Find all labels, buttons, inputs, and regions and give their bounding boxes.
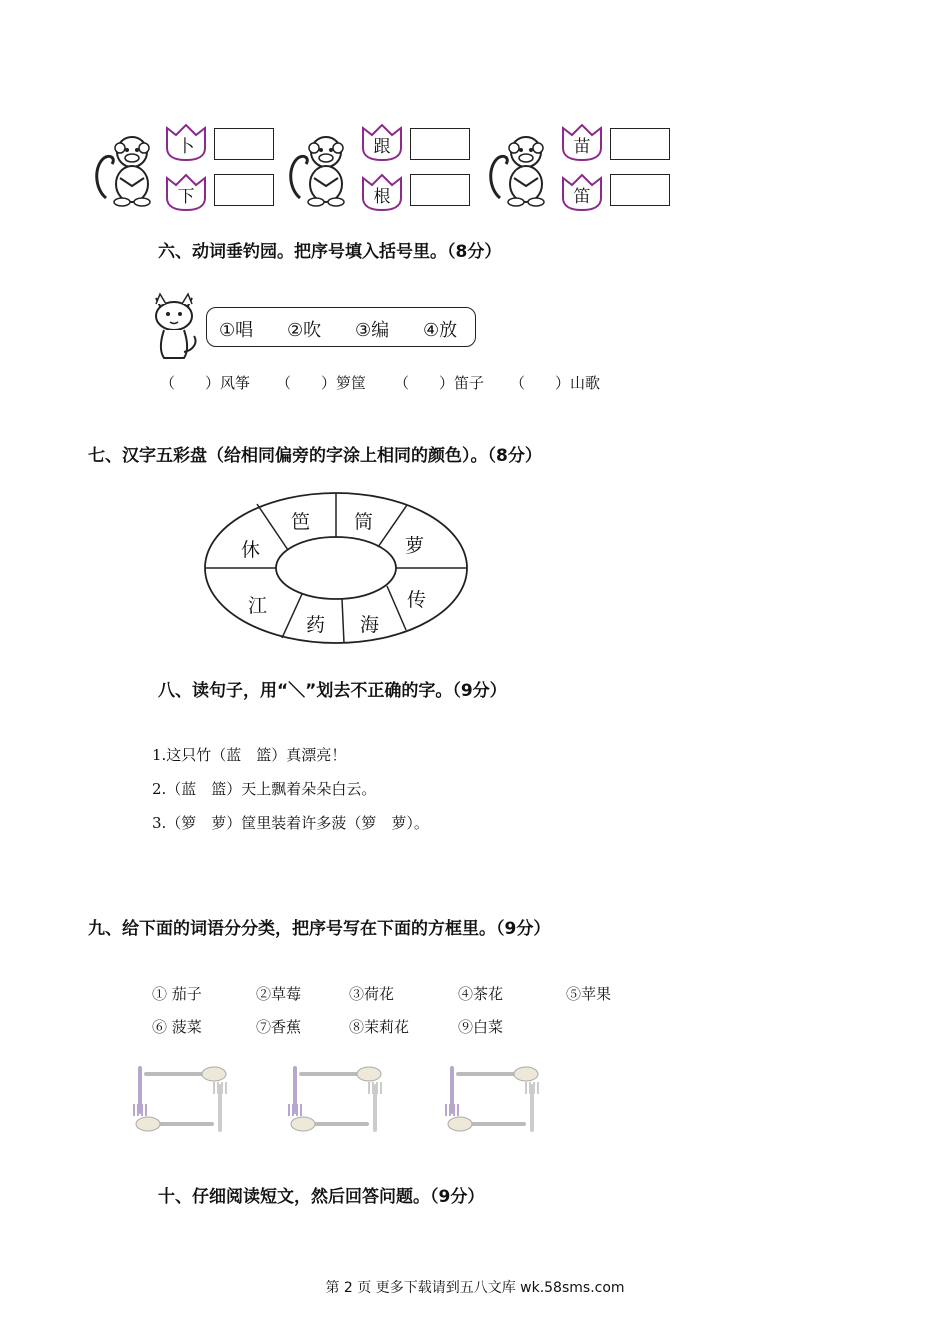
answer-box[interactable] xyxy=(214,128,274,160)
word-item: ⑧茉莉花 xyxy=(349,1018,410,1036)
monkey-icon xyxy=(286,128,356,210)
answer-box[interactable] xyxy=(214,174,274,206)
tulip-bottom-2 xyxy=(360,172,404,212)
word-item: ① 茄子 xyxy=(152,985,202,1003)
blank-1[interactable]: （ ）风筝 xyxy=(160,374,251,392)
tulip-char: 跟 xyxy=(373,137,391,157)
answer-box[interactable] xyxy=(610,174,670,206)
monkey-group-1 xyxy=(92,122,282,212)
section-7-heading: 七、汉字五彩盘（给相同偏旁的字涂上相同的颜色）。（8分） xyxy=(88,446,542,466)
section-10-heading: 十、仔细阅读短文，然后回答问题。（9分） xyxy=(158,1187,485,1207)
monkey-icon xyxy=(486,128,556,210)
spoon-fork-frame-2[interactable] xyxy=(285,1064,385,1134)
wheel-char[interactable]: 筒 xyxy=(354,511,374,533)
wheel-char[interactable]: 笆 xyxy=(291,511,311,533)
verb-2: ②吹 xyxy=(287,320,322,341)
blank-4[interactable]: （ ）山歌 xyxy=(510,374,601,392)
sentence-1: 1.这只竹（蓝 篮）真漂亮！ xyxy=(152,746,347,764)
tulip-char: 根 xyxy=(373,187,391,207)
monkey-icon xyxy=(92,128,162,210)
word-item: ③荷花 xyxy=(349,985,395,1003)
cat-icon xyxy=(148,292,200,360)
verb-box xyxy=(206,307,476,347)
word-item: ⑦香蕉 xyxy=(256,1018,302,1036)
word-item: ⑥ 菠菜 xyxy=(152,1018,202,1036)
verb-1: ①唱 xyxy=(219,320,254,341)
wheel-char[interactable]: 萝 xyxy=(405,535,425,557)
verb-3: ③编 xyxy=(355,320,390,341)
monkey-group-2 xyxy=(286,122,476,212)
color-wheel xyxy=(202,490,470,646)
section-6-heading: 六、动词垂钓园。把序号填入括号里。（8分） xyxy=(158,242,502,262)
answer-box[interactable] xyxy=(410,174,470,206)
wheel-char[interactable]: 休 xyxy=(241,539,261,561)
answer-box[interactable] xyxy=(410,128,470,160)
blank-2[interactable]: （ ）箩筐 xyxy=(276,374,367,392)
tulip-bottom-1 xyxy=(164,172,208,212)
page-footer: 第 2 页 更多下载请到五八文库 wk.58sms.com xyxy=(325,1280,625,1296)
section-9-heading: 九、给下面的词语分分类，把序号写在下面的方框里。（9分） xyxy=(88,919,551,939)
word-item: ④茶花 xyxy=(458,985,504,1003)
tulip-char: 笛 xyxy=(573,187,591,207)
tulip-char: 苗 xyxy=(573,137,591,157)
sentence-3: 3.（箩 萝）筐里装着许多菠（箩 萝）。 xyxy=(152,814,429,832)
blank-3[interactable]: （ ）笛子 xyxy=(394,374,485,392)
word-item: ②草莓 xyxy=(256,985,302,1003)
spoon-fork-frame-1[interactable] xyxy=(130,1064,230,1134)
wheel-char[interactable]: 海 xyxy=(360,614,380,636)
wheel-char[interactable]: 传 xyxy=(407,589,427,611)
wheel-char[interactable]: 江 xyxy=(248,595,268,617)
tulip-char: 卜 xyxy=(177,137,195,157)
wheel-char[interactable]: 药 xyxy=(306,614,326,636)
tulip-bottom-3 xyxy=(560,172,604,212)
verb-4: ④放 xyxy=(423,320,458,341)
word-item: ⑨白菜 xyxy=(458,1018,504,1036)
word-item: ⑤苹果 xyxy=(566,985,612,1003)
sentence-2: 2.（蓝 篮）天上飘着朵朵白云。 xyxy=(152,780,377,798)
answer-box[interactable] xyxy=(610,128,670,160)
spoon-fork-frame-3[interactable] xyxy=(442,1064,542,1134)
tulip-char: 下 xyxy=(177,187,195,207)
tulip-top-3 xyxy=(560,122,604,162)
tulip-top-2 xyxy=(360,122,404,162)
tulip-top-1 xyxy=(164,122,208,162)
monkey-group-3 xyxy=(486,122,676,212)
section-8-heading: 八、读句子，用“＼”划去不正确的字。（9分） xyxy=(158,681,507,701)
